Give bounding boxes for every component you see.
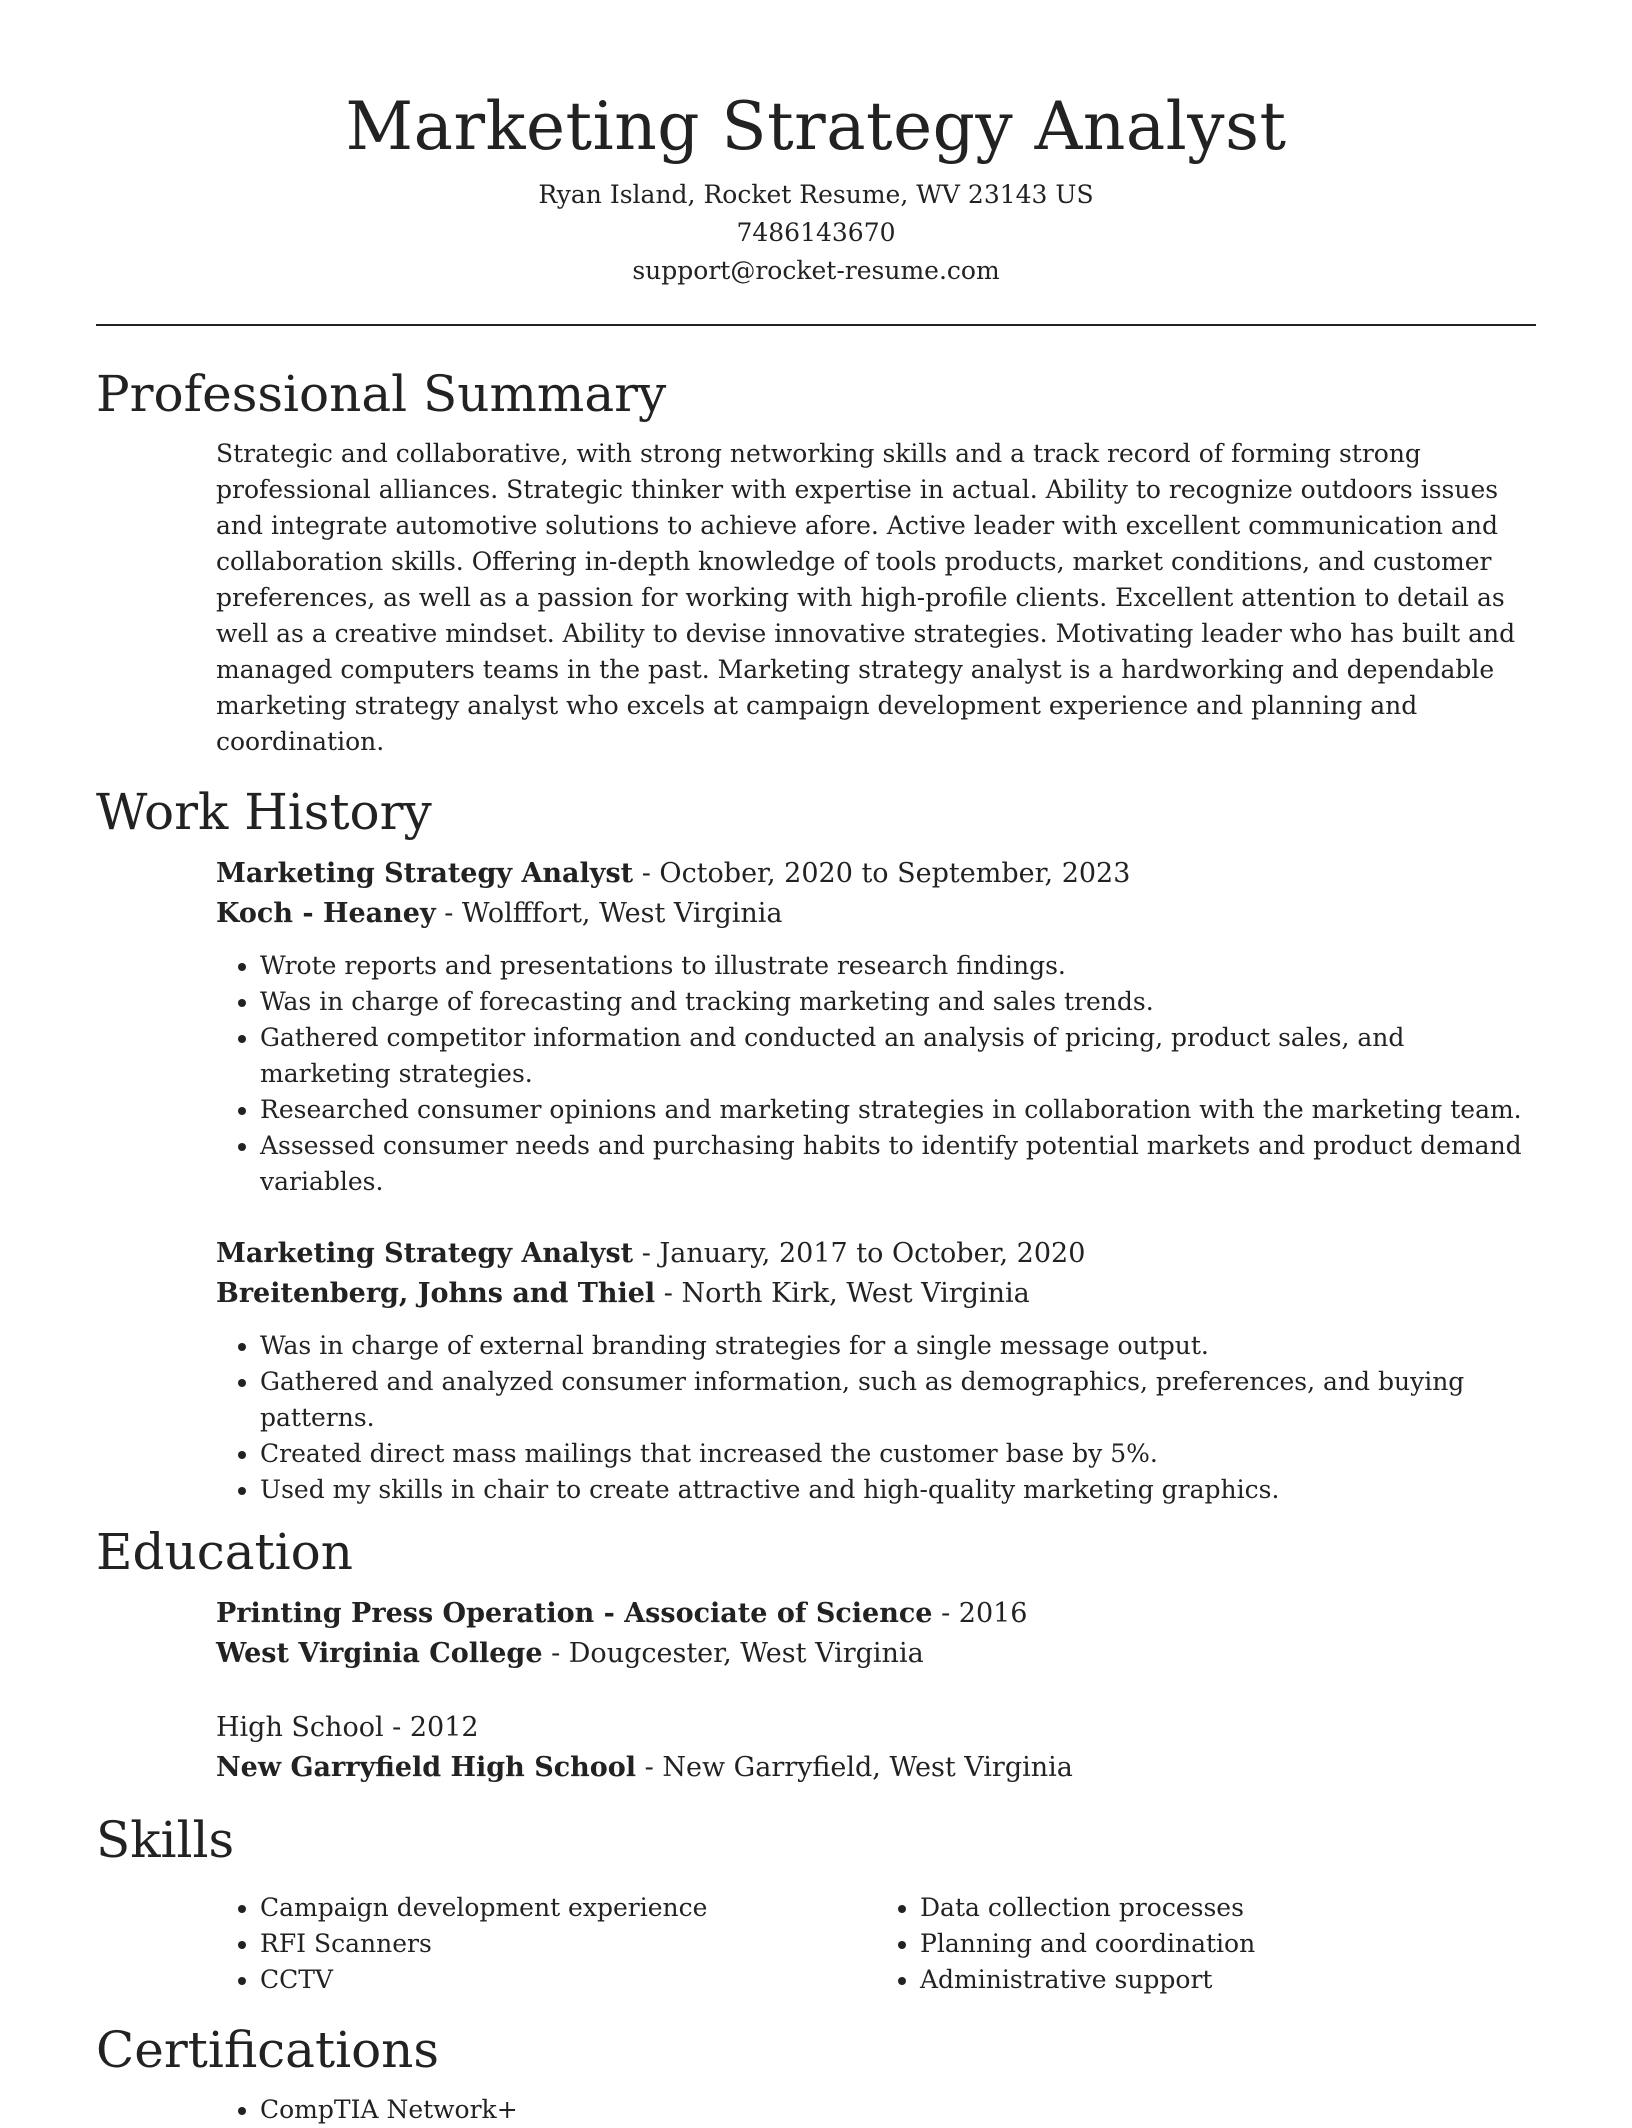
- list-item: • RFI Scanners: [260, 1926, 876, 1962]
- school-location: - New Garryfield, West Virginia: [636, 1752, 1073, 1783]
- list-item: • Gathered competitor information and conducted an analysis of pricing, product sales, and marketing strategies.: [260, 1020, 1536, 1092]
- school-line: [216, 1634, 1536, 1674]
- list-item: • Was in charge of forecasting and tracking marketing and sales trends.: [260, 984, 1536, 1020]
- summary-text: Strategic and collaborative, with strong networking skills and a track record of forming strong professional alliances. Strategic thinker with expertise in actual. Ability to recognize outdoors issues and integrate automotive solutions to achieve afore. Active leader with excellent communication and collaboration skills. Offering in-depth knowledge of tools products, market conditions, and customer preferences, as well as a passion for working with high-profile clients. Excellent attention to detail as well as a creative mindset. Ability to devise innovative strategies. Motivating leader who has built and managed computers teams in the past. Marketing strategy analyst is a hardworking and dependable marketing strategy analyst who excels at campaign development experience and planning and coordination.: [216, 439, 1516, 756]
- certifications-list: [216, 2092, 1536, 2128]
- list-item: • Wrote reports and presentations to illustrate research findings.: [260, 948, 1536, 984]
- skills-list-left: [216, 1890, 876, 1998]
- work-heading: Work History: [96, 783, 432, 841]
- phone: 7486143670: [736, 218, 896, 247]
- job-company: Breitenberg, Johns and Thiel: [216, 1278, 656, 1309]
- job-bullets: [216, 1328, 1536, 1508]
- job-title-line: [216, 1234, 1536, 1274]
- header-divider: [96, 324, 1536, 326]
- education-body: [216, 1594, 1536, 1788]
- list-item: • Created direct mass mailings that increased the customer base by 5%.: [260, 1436, 1536, 1472]
- education-entry: [216, 1708, 1536, 1788]
- summary-section: [96, 364, 1536, 760]
- skills-heading: Skills: [96, 1811, 235, 1869]
- job-location: - North Kirk, West Virginia: [655, 1278, 1030, 1309]
- job-entry: [216, 854, 1536, 1200]
- candidate-name: Marketing Strategy Analyst: [345, 88, 1287, 165]
- list-item: • Planning and coordination: [920, 1926, 1536, 1962]
- list-item: • Gathered and analyzed consumer information, such as demographics, preferences, and buying patterns.: [260, 1364, 1536, 1436]
- certifications-heading: Certifications: [96, 2021, 440, 2079]
- job-entry: [216, 1234, 1536, 1508]
- degree-year: - 2012: [383, 1712, 479, 1743]
- resume-page: [96, 0, 1536, 2128]
- school-line: [216, 1748, 1536, 1788]
- job-title-line: [216, 854, 1536, 894]
- list-item: • Used my skills in chair to create attractive and high-quality marketing graphics.: [260, 1472, 1536, 1508]
- skills-list-right: [876, 1890, 1536, 1998]
- list-item: • Campaign development experience: [260, 1890, 876, 1926]
- education-entry: [216, 1594, 1536, 1674]
- email: support@rocket-resume.com: [632, 256, 1000, 285]
- skills-section: [96, 1810, 1536, 1998]
- list-item: • CCTV: [260, 1962, 876, 1998]
- list-item: • CompTIA Network+: [260, 2092, 1536, 2128]
- skills-body: [216, 1882, 1536, 1998]
- resume-header: [96, 0, 1536, 290]
- contact-block: [96, 176, 1536, 290]
- school-location: - Dougcester, West Virginia: [542, 1638, 924, 1669]
- certifications-body: [216, 2092, 1536, 2128]
- summary-heading: Professional Summary: [96, 365, 667, 423]
- job-role: Marketing Strategy Analyst: [216, 1238, 634, 1269]
- work-body: [216, 854, 1536, 1508]
- degree-line: [216, 1594, 1536, 1634]
- address: Ryan Island, Rocket Resume, WV 23143 US: [538, 180, 1094, 209]
- job-location: - Wolfffort, West Virginia: [435, 898, 783, 929]
- degree-line: [216, 1708, 1536, 1748]
- school: West Virginia College: [216, 1638, 543, 1669]
- list-item: • Administrative support: [920, 1962, 1536, 1998]
- education-heading: Education: [96, 1523, 353, 1581]
- degree: Printing Press Operation - Associate of Science: [216, 1598, 933, 1629]
- job-role: Marketing Strategy Analyst: [216, 858, 634, 889]
- job-bullets: [216, 948, 1536, 1200]
- summary-body: [216, 436, 1536, 760]
- list-item: • Was in charge of external branding strategies for a single message output.: [260, 1328, 1536, 1364]
- list-item: • Researched consumer opinions and marketing strategies in collaboration with the marketing team.: [260, 1092, 1536, 1128]
- job-dates: - January, 2017 to October, 2020: [633, 1238, 1086, 1269]
- job-company-line: [216, 1274, 1536, 1314]
- job-company-line: [216, 894, 1536, 934]
- list-item: • Assessed consumer needs and purchasing habits to identify potential markets and product demand variables.: [260, 1128, 1536, 1200]
- degree: High School: [216, 1712, 384, 1743]
- job-company: Koch - Heaney: [216, 898, 436, 929]
- education-section: [96, 1522, 1536, 1788]
- list-item: • Data collection processes: [920, 1890, 1536, 1926]
- job-dates: - October, 2020 to September, 2023: [633, 858, 1131, 889]
- degree-year: - 2016: [932, 1598, 1028, 1629]
- work-section: [96, 782, 1536, 1508]
- school: New Garryfield High School: [216, 1752, 637, 1783]
